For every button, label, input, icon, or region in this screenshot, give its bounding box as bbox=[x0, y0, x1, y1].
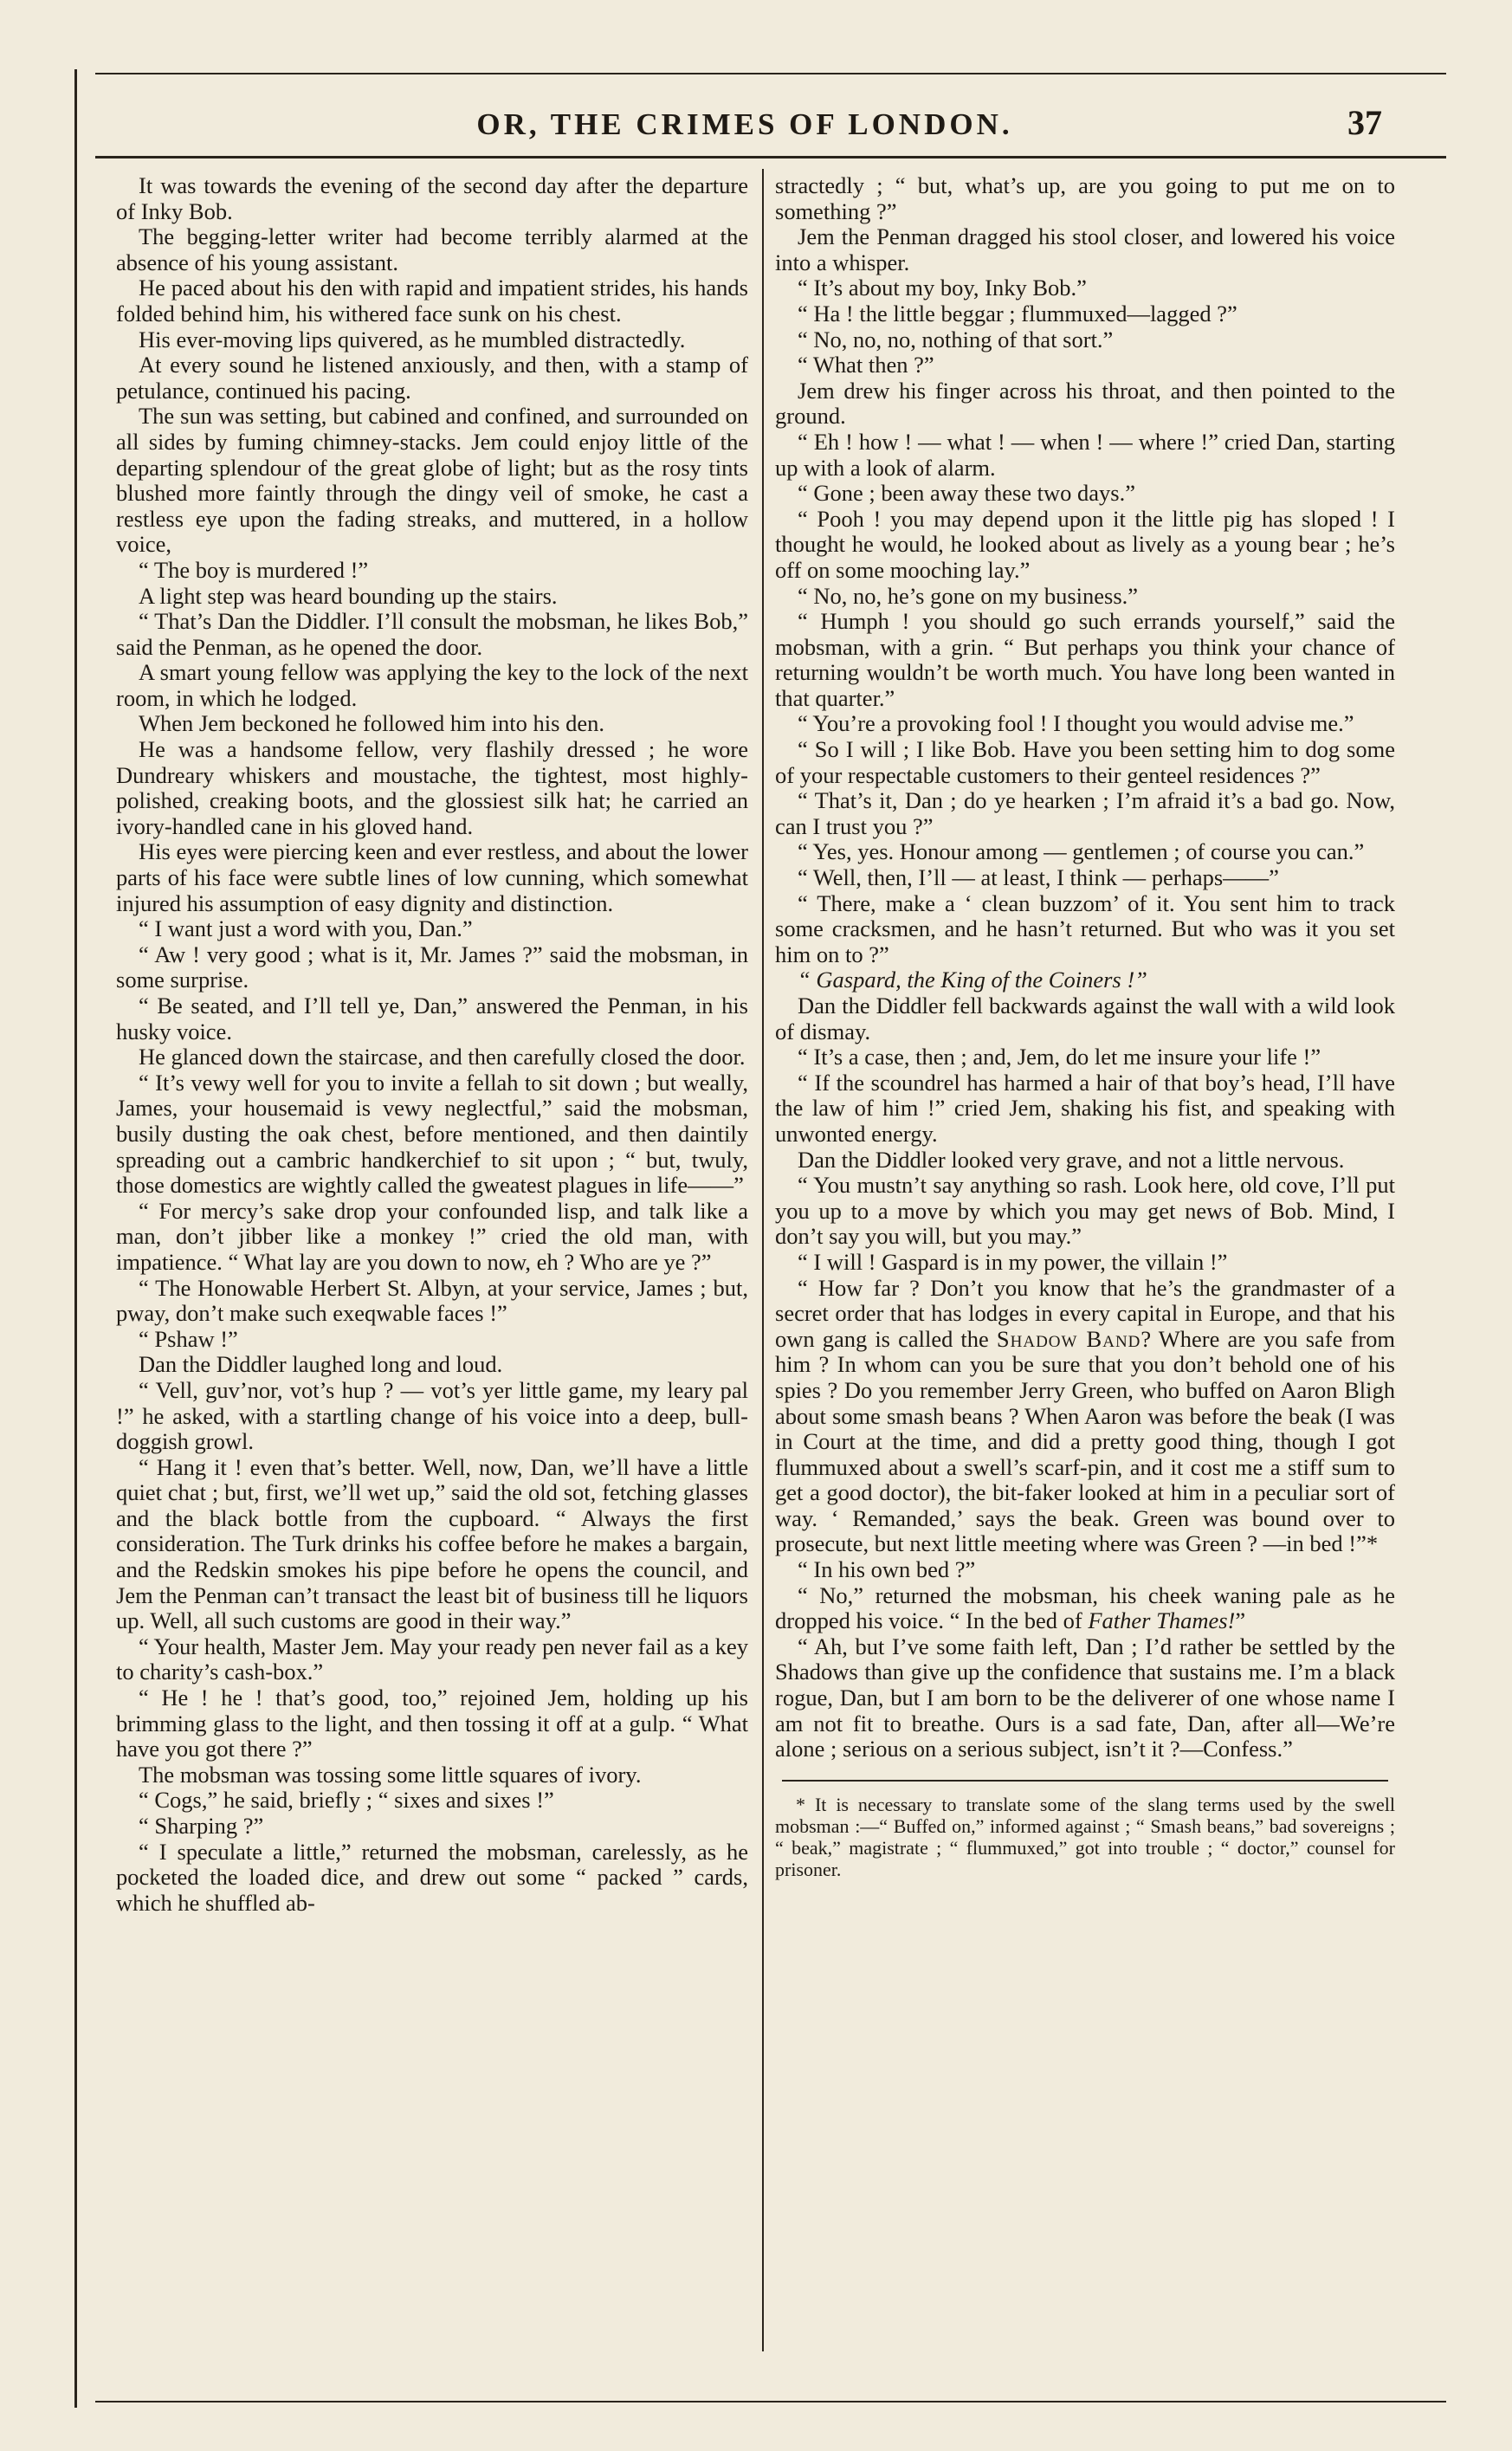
paragraph: Dan the Diddler fell backwards against the wall with a wild look of dismay. bbox=[775, 993, 1395, 1044]
paragraph: The begging-letter writer had become terribly alarmed at the absence of his young assistant. bbox=[116, 223, 748, 275]
paragraph: “ It’s vewy well for you to invite a fellah to sit down ; but weally, James, your housemaid is vewy neglectful,” said the mobsman, busily dusting the oak chest, before mentioned, and then daintily spreading out a cambric handkerchief to sit upon ; “ but, twuly, those domestics are wightly called the gweatest plagues in life——” bbox=[116, 1069, 748, 1199]
column-divider bbox=[762, 169, 764, 2351]
paragraph: “ Cogs,” he said, briefly ; “ sixes and sixes !” bbox=[139, 1787, 554, 1814]
paragraph: His ever-moving lips quivered, as he mumbled distractedly. bbox=[139, 326, 686, 352]
paragraph: “ Hang it ! even that’s better. Well, now, Dan, we’ll have a little quiet chat ; but, first, we’ll wet up,” said the old sot, fetching glasses and the black bottle from the cupboard. “ Always the first consideration. The Turk drinks his coffee before he makes a bargain, and the Redskin smokes his pipe before he opens the council, and Jem the Penman can’t transact the least bit of business till he liquors up. Well, all such customs are good in their way.” bbox=[116, 1453, 748, 1634]
paragraph: “ Be seated, and I’ll tell ye, Dan,” answered the Penman, in his husky voice. bbox=[116, 993, 748, 1044]
paragraph: “ It’s a case, then ; and, Jem, do let me insure your life !” bbox=[798, 1044, 1321, 1070]
top-rule bbox=[95, 73, 1446, 74]
right-column bbox=[775, 173, 1395, 1880]
paragraph: stractedly ; “ but, what’s up, are you going to put me on to something ?” bbox=[775, 172, 1395, 224]
page-edge-rule bbox=[74, 69, 77, 2408]
paragraph: “ You mustn’t say anything so rash. Look here, old cove, I’ll put you up to a move by which you may get news of Bob. Mind, I don’t say you will, but you may.” bbox=[775, 1172, 1395, 1250]
paragraph: “ Humph ! you should go such errands yourself,” said the mobsman, with a grin. “ But perhaps you think your chance of returning wouldn’t be worth much. You have long been wanted in that quarter.” bbox=[775, 608, 1395, 711]
father-thames-phrase: Father Thames! bbox=[1088, 1607, 1236, 1634]
paragraph: “ Well, then, I’ll — at least, I think — perhaps——” bbox=[798, 864, 1279, 891]
shadow-band-name: Shadow Band bbox=[996, 1325, 1141, 1352]
header-rule bbox=[95, 156, 1446, 158]
paragraph: “ Sharping ?” bbox=[139, 1813, 264, 1839]
footnote-rule bbox=[782, 1780, 1388, 1782]
paragraph: At every sound he listened anxiously, and then, with a stamp of petulance, continued his pacing. bbox=[116, 352, 748, 404]
paragraph: “ Gaspard, the King of the Coiners !” bbox=[798, 967, 1147, 993]
paragraph: “ Vell, guv’nor, vot’s hup ? — vot’s yer little game, my leary pal !” he asked, with a startling change of his voice into a deep, bull-doggish growl. bbox=[116, 1376, 748, 1455]
paragraph: Dan the Diddler looked very grave, and not a little nervous. bbox=[798, 1146, 1345, 1173]
paragraph: The sun was setting, but cabined and confined, and surrounded on all sides by fuming chimney-stacks. Jem could enjoy little of the departing splendour of the great globe of light; but as the rosy tints blushed more faintly through the dingy veil of smoke, he cast a restless eye upon the fading streaks, and muttered, in a hollow voice, bbox=[116, 403, 748, 558]
paragraph: “ Pshaw !” bbox=[139, 1325, 238, 1352]
text-run: “ How far ? Don’t you know that he’s the grandmaster of a secret order that has lodges in every capital in Europe, and that his own gang is called the bbox=[775, 1274, 1395, 1352]
paragraph: “ It’s about my boy, Inky Bob.” bbox=[798, 275, 1087, 301]
paragraph: “ You’re a provoking fool ! I thought you would advise me.” bbox=[798, 710, 1354, 737]
paragraph: “ The boy is murdered !” bbox=[139, 556, 369, 583]
text-run: ” bbox=[1235, 1607, 1246, 1634]
paragraph: “ If the scoundrel has harmed a hair of that boy’s head, I’ll have the law of him !” cried Jem, shaking his fist, and speaking with unwonted energy. bbox=[775, 1069, 1395, 1147]
paragraph: “ There, make a ‘ clean buzzom’ of it. You sent him to track some cracksmen, and he hasn’t returned. But who was it you set him on to ?” bbox=[775, 889, 1395, 967]
paragraph: “ I speculate a little,” returned the mobsman, carelessly, as he pocketed the loaded dice, and drew out some “ packed ” cards, which he shuffled ab- bbox=[116, 1838, 748, 1916]
paragraph: “ Eh ! how ! — what ! — when ! — where !” cried Dan, starting up with a look of alarm. bbox=[775, 428, 1395, 481]
bottom-rule bbox=[95, 2401, 1446, 2402]
page-number: 37 bbox=[1347, 103, 1382, 142]
paragraph: “ That’s Dan the Diddler. I’ll consult the mobsman, he likes Bob,” said the Penman, as he opened the door. bbox=[116, 608, 748, 660]
paragraph: Jem the Penman dragged his stool closer, and lowered his voice into a whisper. bbox=[775, 223, 1395, 275]
paragraph: “ So I will ; I like Bob. Have you been setting him to dog some of your respectable customers to their genteel residences ?” bbox=[775, 736, 1395, 788]
paragraph: “ Your health, Master Jem. May your ready pen never fail as a key to charity’s cash-box.” bbox=[116, 1633, 748, 1685]
paragraph: “ Yes, yes. Honour among — gentlemen ; of course you can.” bbox=[798, 838, 1365, 865]
paragraph: “ He ! he ! that’s good, too,” rejoined Jem, holding up his brimming glass to the light, and then tossing it off at a gulp. “ What have you got there ?” bbox=[116, 1685, 748, 1762]
paragraph: He glanced down the staircase, and then carefully closed the door. bbox=[139, 1044, 746, 1070]
paragraph: “ Gone ; been away these two days.” bbox=[798, 480, 1135, 507]
paragraph: A light step was heard bounding up the stairs. bbox=[139, 582, 558, 609]
paragraph: “ For mercy’s sake drop your confounded lisp, and talk like a man, don’t jibber like a monkey !” cried the old man, with impatience. “ What lay are you down to now, eh ? Who are ye ?” bbox=[116, 1197, 748, 1275]
paragraph: The mobsman was tossing some little squares of ivory. bbox=[139, 1761, 642, 1788]
paragraph: “ Ha ! the little beggar ; flummuxed—lagged ?” bbox=[798, 300, 1237, 327]
footnote-text: * It is necessary to translate some of the slang terms used by the swell mobsman :—“ Buffed on,” informed against ; “ Smash beans,” bad sovereigns ; “ beak,” magistrate ; “ flummuxed,” got into trouble ; “ doctor,” counsel for prisoner. bbox=[775, 1793, 1395, 1880]
paragraph: “ No, no, no, nothing of that sort.” bbox=[798, 326, 1114, 352]
paragraph: His eyes were piercing keen and ever restless, and about the lower parts of his face were subtle lines of low cunning, which somewhat injured his assumption of easy dignity and distinction. bbox=[116, 838, 748, 916]
paragraph: A smart young fellow was applying the key to the lock of the next room, in which he lodged. bbox=[116, 659, 748, 711]
paragraph: “ The Honowable Herbert St. Albyn, at your service, James ; but, pway, don’t make such exeqwable faces !” bbox=[116, 1274, 748, 1327]
paragraph: “ Aw ! very good ; what is it, Mr. James ?” said the mobsman, in some surprise. bbox=[116, 941, 748, 993]
paragraph bbox=[775, 1276, 1395, 1558]
paragraph: Dan the Diddler laughed long and loud. bbox=[139, 1351, 503, 1378]
paragraph: “ No, no, he’s gone on my business.” bbox=[798, 582, 1139, 609]
paragraph: He paced about his den with rapid and impatient strides, his hands folded behind him, his withered face sunk on his chest. bbox=[116, 275, 748, 327]
paragraph bbox=[775, 1583, 1395, 1634]
running-title: OR, THE CRIMES OF LONDON. bbox=[476, 107, 1013, 141]
paragraph: “ In his own bed ?” bbox=[798, 1556, 976, 1583]
paragraph: It was towards the evening of the second day after the departure of Inky Bob. bbox=[116, 172, 748, 224]
paragraph: “ That’s it, Dan ; do ye hearken ; I’m afraid it’s a bad go. Now, can I trust you ?” bbox=[775, 787, 1395, 839]
paragraph: “ Ah, but I’ve some faith left, Dan ; I’d rather be settled by the Shadows than give up the confidence that sustains me. I’m a black rogue, Dan, but I am born to be the deliverer of one whose name I am not fit to breathe. Ours is a sad fate, Dan, after all—We’re alone ; serious on a serious subject, isn’t it ?—Confess.” bbox=[775, 1633, 1395, 1762]
paragraph: When Jem beckoned he followed him into his den. bbox=[139, 710, 604, 737]
paragraph: “ Pooh ! you may depend upon it the little pig has sloped ! I thought he would, he looked about as lively as a young bear ; he’s off on some mooching lay.” bbox=[775, 505, 1395, 583]
left-column bbox=[116, 173, 748, 1916]
paragraph: He was a handsome fellow, very flashily dressed ; he wore Dundreary whiskers and moustache, the tightest, most highly-polished, creaking boots, and the glossiest silk hat; he carried an ivory-handled cane in his gloved hand. bbox=[116, 736, 748, 839]
paragraph: Jem drew his finger across his throat, and then pointed to the ground. bbox=[775, 377, 1395, 430]
text-run: ? Where are you safe from him ? In whom can you be sure that you don’t behold one of his spies ? Do you remember Jerry Green, who buffed on Aaron Bligh about some smash beans ? When Aaron was before the beak (I was in Court at the time, and did a pretty good thing, though I got flummuxed about a swell’s scarf-pin, and it cost me a stiff sum to get a good doctor), the bit-faker looked at him in a peculiar sort of way. ‘ Remanded,’ says the beak. Green was bound over to prosecute, but next little meeting where was Green ? —in bed !”* bbox=[775, 1325, 1395, 1557]
paragraph: “ I will ! Gaspard is in my power, the villain !” bbox=[798, 1248, 1228, 1275]
text-run: “ No,” returned the mobsman, his cheek waning pale as he dropped his voice. “ In the bed of bbox=[775, 1581, 1395, 1634]
paragraph: “ What then ?” bbox=[798, 352, 934, 378]
paragraph: “ I want just a word with you, Dan.” bbox=[139, 915, 473, 942]
footnote bbox=[775, 1794, 1395, 1880]
